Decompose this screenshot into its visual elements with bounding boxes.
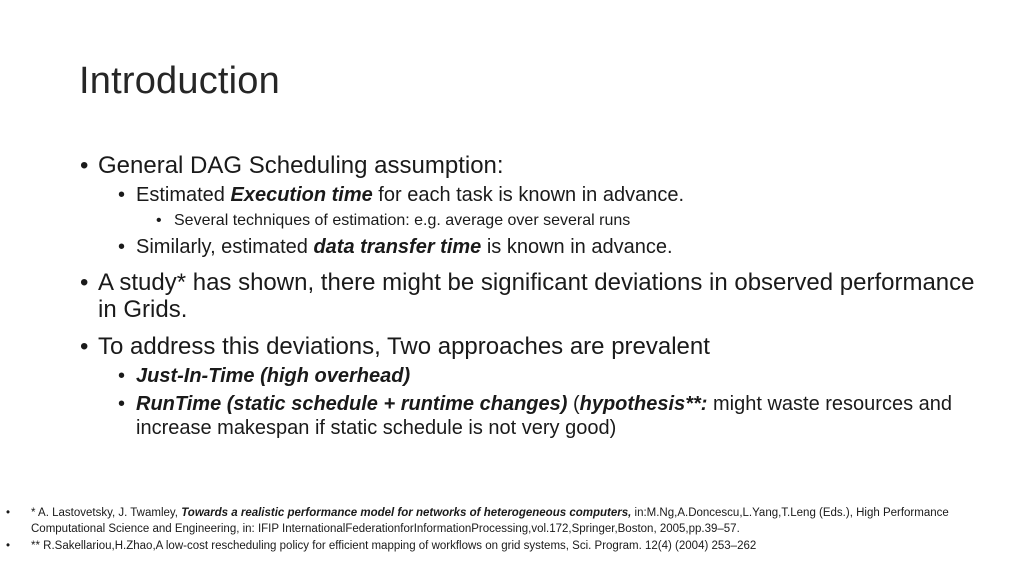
- bullet-approaches: [80, 333, 980, 360]
- bullet-dag-assumption: [80, 152, 980, 179]
- bullet-dot-icon: •: [118, 393, 126, 415]
- bullet-data-transfer-time: [80, 235, 980, 259]
- footnotes: [0, 505, 1010, 555]
- bullet-dot-icon: •: [6, 540, 11, 552]
- bullet-text-pre: Similarly, estimated: [136, 236, 314, 258]
- slide-body: [80, 152, 980, 440]
- footnote-text-emphasis: Towards a realistic performance model for networks of heterogeneous computers,: [181, 507, 632, 519]
- bullet-text-emphasis: Execution time: [230, 184, 373, 206]
- bullet-estimation-techniques: [80, 211, 980, 231]
- bullet-text-emphasis: Just-In-Time (high overhead): [136, 365, 411, 387]
- bullet-just-in-time: [80, 364, 980, 388]
- bullet-text: A study* has shown, there might be significant deviations in observed performance in Grids.: [98, 269, 975, 323]
- footnote-lastovetsky: [0, 505, 1010, 537]
- bullet-study-deviations: [80, 269, 980, 323]
- bullet-text-hypothesis: hypothesis**:: [579, 393, 708, 415]
- bullet-text-post: for each task is known in advance.: [372, 184, 685, 206]
- bullet-dot-icon: •: [80, 152, 89, 179]
- footnote-text-pre: * A. Lastovetsky, J. Twamley,: [31, 507, 182, 519]
- bullet-dot-icon: •: [6, 507, 11, 519]
- footnote-text-post: in:M.Ng,A.Doncescu,L.Yang,T.Leng (Eds.), High Performance Computational Science and Engineering, in: IFIP InternationalFederationforInformationProcessing,vol.172,Springer,Boston, 2005,pp.39–57.: [31, 507, 949, 535]
- bullet-text: General DAG Scheduling assumption:: [98, 152, 504, 179]
- bullet-text-post: might waste resources and increase makespan if static schedule is not very good): [136, 393, 952, 439]
- bullet-execution-time: [80, 183, 980, 207]
- bullet-dot-icon: •: [118, 184, 126, 206]
- bullet-text: Several techniques of estimation: e.g. average over several runs: [174, 212, 631, 229]
- bullet-dot-icon: •: [156, 212, 162, 229]
- bullet-text-mid: (: [567, 393, 580, 415]
- bullet-text-pre: Estimated: [136, 184, 231, 206]
- bullet-dot-icon: •: [118, 236, 126, 258]
- bullet-dot-icon: •: [80, 333, 89, 360]
- bullet-runtime: [80, 392, 980, 440]
- slide-title: Introduction: [79, 60, 280, 102]
- bullet-dot-icon: •: [118, 365, 126, 387]
- footnote-text: ** R.Sakellariou,H.Zhao,A low-cost rescheduling policy for efficient mapping of workflows on grid systems, Sci. Program. 12(4) (2004) 253–262: [31, 540, 757, 552]
- bullet-text-emphasis: RunTime (static schedule + runtime changes): [136, 393, 568, 415]
- bullet-text-post: is known in advance.: [481, 236, 673, 258]
- bullet-dot-icon: •: [80, 269, 89, 296]
- bullet-text: To address this deviations, Two approaches are prevalent: [98, 333, 710, 360]
- footnote-sakellariou: [0, 538, 1010, 554]
- bullet-text-emphasis: data transfer time: [313, 236, 482, 258]
